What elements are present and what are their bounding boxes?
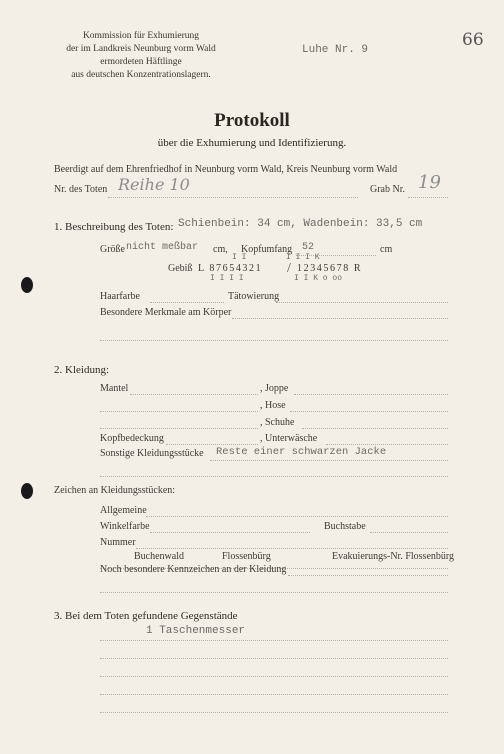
sonstige-dotline bbox=[210, 460, 448, 461]
groesse-value: nicht meßbar bbox=[126, 242, 199, 253]
grab-value: 19 bbox=[418, 172, 441, 193]
commission-line-3: ermordeten Häftlinge bbox=[100, 57, 182, 67]
section1-heading: 1. Beschreibung des Toten: bbox=[54, 221, 174, 233]
taetowierung-label: Tätowierung bbox=[228, 291, 280, 302]
sonstige-dotline-2 bbox=[100, 476, 448, 477]
page-title: Protokoll bbox=[214, 110, 290, 131]
teeth-marks-top-right: I I I K bbox=[286, 253, 320, 262]
noch-dotline bbox=[288, 575, 448, 576]
kopfumfang-label: Kopfumfang bbox=[241, 244, 293, 255]
joppe-label: , Joppe bbox=[260, 383, 289, 394]
teeth-marks-top-left: I I bbox=[232, 253, 247, 262]
section3-dotline-4 bbox=[100, 694, 448, 695]
merkmale-dotline-2 bbox=[100, 340, 448, 341]
sonstige-value: Reste einer schwarzen Jacke bbox=[216, 446, 387, 458]
kopfbedeckung-dotline bbox=[166, 444, 258, 445]
page-subtitle: über die Exhumierung und Identifizierung. bbox=[157, 137, 347, 149]
punch-hole-top bbox=[21, 277, 33, 293]
section3-dotline-5 bbox=[100, 712, 448, 713]
buchstabe-dotline bbox=[370, 532, 448, 533]
flossenbuerg-label: Flossenbürg bbox=[222, 551, 271, 562]
haarfarbe-label: Haarfarbe bbox=[100, 291, 140, 302]
zeichen-heading: Zeichen an Kleidungsstücken: bbox=[54, 485, 176, 496]
kopfbedeckung-label: Kopfbedeckung bbox=[100, 433, 164, 444]
hose-dotline bbox=[290, 411, 448, 412]
nr-label: Nr. des Toten bbox=[54, 184, 108, 195]
groesse-label: Größe bbox=[100, 244, 125, 255]
schuhe-label: , Schuhe bbox=[260, 417, 295, 428]
section3-dotline-1 bbox=[100, 640, 448, 641]
section1-typed: Schienbein: 34 cm, Wadenbein: 33,5 cm bbox=[178, 218, 423, 230]
buchenwald-label: Buchenwald bbox=[134, 551, 184, 562]
merkmale-dotline bbox=[232, 318, 448, 319]
taetowierung-dotline bbox=[276, 302, 448, 303]
punch-hole-bottom bbox=[21, 483, 33, 499]
haarfarbe-dotline bbox=[150, 302, 224, 303]
nummer-label: Nummer bbox=[100, 537, 136, 548]
schuhe-pre-dotline bbox=[100, 428, 258, 429]
page-number: 66 bbox=[462, 30, 484, 50]
section2-heading: 2. Kleidung: bbox=[54, 364, 109, 376]
allgemeine-label: Allgemeine bbox=[100, 505, 147, 516]
winkelfarbe-label: Winkelfarbe bbox=[100, 521, 150, 532]
schuhe-dotline bbox=[302, 428, 448, 429]
teeth-marks-bottom-left: I I I I bbox=[210, 274, 244, 283]
hose-label: , Hose bbox=[260, 400, 286, 411]
nr-dotline bbox=[108, 197, 358, 198]
unterwaesche-label: , Unterwäsche bbox=[260, 433, 318, 444]
teeth-marks-bottom-right: I I K o oo bbox=[294, 274, 343, 283]
cm2-label: cm bbox=[380, 244, 393, 255]
grab-dotline bbox=[408, 197, 448, 198]
buried-line: Beerdigt auf dem Ehrenfriedhof in Neunburg vorm Wald, Kreis Neunburg vorm Wald bbox=[54, 164, 398, 175]
unterwaesche-dotline bbox=[326, 444, 448, 445]
mantel-label: Mantel bbox=[100, 383, 129, 394]
gebiss-left: L 87654321 bbox=[198, 263, 263, 274]
commission-line-1: Kommission für Exhumierung bbox=[82, 31, 200, 41]
commission-line-2: der im Landkreis Neunburg vorm Wald bbox=[66, 44, 216, 54]
sonstige-label: Sonstige Kleidungsstücke bbox=[100, 448, 204, 459]
merkmale-label: Besondere Merkmale am Körper bbox=[100, 307, 232, 318]
grab-label: Grab Nr. bbox=[370, 184, 405, 195]
joppe-dotline bbox=[294, 394, 448, 395]
noch-label: Noch besondere Kennzeichen an der Kleidung bbox=[100, 564, 287, 575]
winkelfarbe-dotline bbox=[150, 532, 310, 533]
gebiss-label: Gebiß bbox=[168, 263, 193, 274]
section3-heading: 3. Bei dem Toten gefundene Gegenstände bbox=[54, 610, 238, 622]
section3-dotline-2 bbox=[100, 658, 448, 659]
cm-label: cm, bbox=[213, 244, 228, 255]
section3-dotline-3 bbox=[100, 676, 448, 677]
gebiss-divider: / bbox=[287, 261, 291, 276]
hose-pre-dotline bbox=[100, 411, 258, 412]
evakuierung-label: Evakuierungs-Nr. Flossenbürg bbox=[332, 551, 455, 562]
mantel-dotline bbox=[130, 394, 258, 395]
gebiss-right: 12345678 R bbox=[297, 263, 363, 274]
luhe-number: Luhe Nr. 9 bbox=[302, 44, 369, 56]
nummer-dotline bbox=[136, 548, 448, 549]
noch-dotline-2 bbox=[100, 592, 448, 593]
nr-value: Reihe 10 bbox=[118, 175, 190, 194]
buchstabe-label: Buchstabe bbox=[324, 521, 366, 532]
commission-line-4: aus deutschen Konzentrationslagern. bbox=[71, 70, 211, 80]
allgemeine-dotline bbox=[146, 516, 448, 517]
kopfumfang-value: 52 bbox=[302, 242, 315, 253]
section3-value: 1 Taschenmesser bbox=[146, 625, 246, 637]
